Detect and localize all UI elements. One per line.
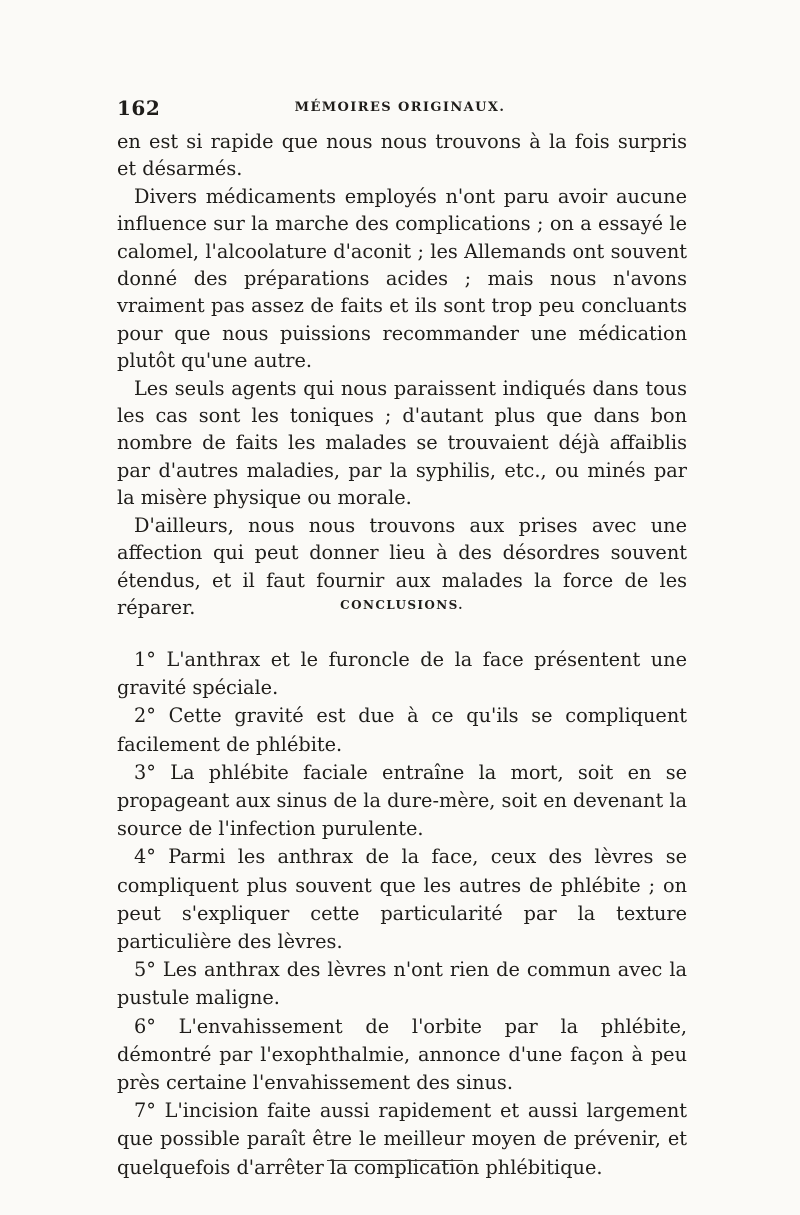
conclusion-item: 5° Les anthrax des lèvres n'ont rien de commun avec la pustule maligne.	[117, 958, 687, 1010]
conclusion-item: 4° Parmi les anthrax de la face, ceux des lèvres se compliquent plus souvent que les autres de phlébite ; on peut s'expliquer cette particularité par la texture particulière des lèvres.	[117, 845, 687, 954]
running-title: MÉMOIRES ORIGINAUX.	[294, 100, 506, 115]
conclusion-item: 3° La phlébite faciale entraîne la mort, soit en se propageant aux sinus de la dure-mère, soit en devenant la source de l'infection purulente.	[117, 760, 687, 841]
paragraph: Divers médicaments employés n'ont paru avoir aucune influence sur la marche des complications ; on a essayé le calomel, l'alcoolature d'aconit ; les Allemands ont souvent donné des préparations acides ; mais nous n'avons vraiment pas assez de faits et ils sont trop peu concluants pour que nous puissions recommander une médication plutôt qu'une autre.	[117, 184, 687, 373]
conclusions-list	[117, 646, 687, 1182]
running-head	[117, 96, 683, 122]
conclusion-item: 2° Cette gravité est due à ce qu'ils se compliquent facilement de phlébite.	[117, 704, 687, 756]
conclusion-item: 1° L'anthrax et le furoncle de la face présentent une gravité spéciale.	[117, 648, 687, 700]
paragraph: Les seuls agents qui nous paraissent indiqués dans tous les cas sont les toniques ; d'autant plus que dans bon nombre de faits les malades se trouvaient déjà affaiblis par d'autres maladies, par la syphilis, etc., ou minés par la misère physique ou morale.	[117, 376, 687, 510]
paragraph: D'ailleurs, nous nous trouvons aux prises avec une affection qui peut donner lieu à des désordres souvent étendus, et il faut fournir aux malades la force de les réparer.	[117, 513, 687, 619]
conclusion-item: 7° L'incision faite aussi rapidement et aussi largement que possible paraît être le meilleur moyen de prévenir, et quelquefois d'arrêter la complication phlébitique.	[117, 1099, 687, 1179]
body-text	[117, 128, 687, 621]
paragraph: en est si rapide que nous nous trouvons à la fois surpris et désarmés.	[117, 130, 687, 181]
end-rule	[327, 1160, 463, 1161]
conclusions-heading: CONCLUSIONS.	[340, 598, 464, 612]
conclusion-item: 6° L'envahissement de l'orbite par la phlébite, démontré par l'exophthalmie, annonce d'une façon à peu près certaine l'envahissement des sinus.	[117, 1014, 687, 1095]
page-number: 162	[117, 96, 161, 120]
